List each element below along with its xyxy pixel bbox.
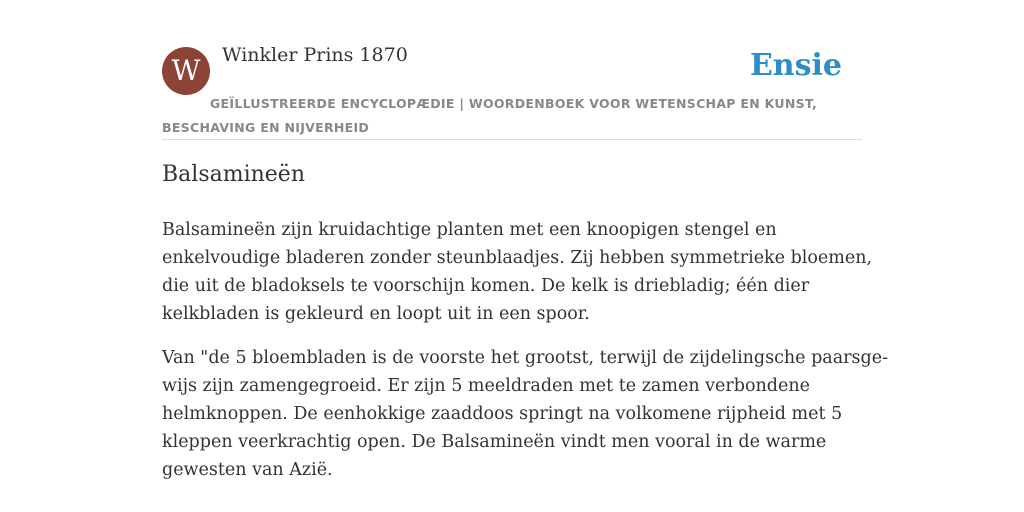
text-line: gewesten van Azië. [162,460,333,480]
text-line: Balsamineën zijn kruidachtige planten met een knoopigen stengel en [162,220,777,240]
text-line: die uit de bladoksels te voorschijn komen. De kelk is driebladig; één dier [162,276,810,296]
text-line: enkelvoudige bladeren zonder steunblaadjes. Zij hebben symmetrieke bloemen, [162,248,873,268]
header-divider [162,139,862,140]
article-body [162,216,888,500]
article-paragraph [162,344,888,484]
text-line: helmknoppen. De eenhokkige zaaddoos springt na volkomene rijpheid met 5 [162,404,843,424]
source-title[interactable]: Winkler Prins 1870 [222,44,408,66]
text-line: kleppen veerkrachtig open. De Balsamineën vindt men vooral in de warme [162,432,827,452]
ensie-logo[interactable]: Ensie [749,48,842,83]
text-line: Van "de 5 bloembladen is de voorste het grootst, terwijl de zijdelingsche paarsge- [162,348,888,368]
source-avatar[interactable]: W [162,47,210,95]
article-paragraph [162,216,873,328]
text-line: wijs zijn zamengegroeid. Er zijn 5 meeldraden met te zamen verbondene [162,376,810,396]
source-subtitle: GEÏLLUSTREERDE ENCYCLOPÆDIE | WOORDENBOEK VOOR WETENSCHAP EN KUNST, BESCHAVING EN NIJVERHEID [162,96,818,135]
text-line: kelkbladen is gekleurd en loopt uit in een spoor. [162,304,590,324]
article-title: Balsamineën [162,162,305,187]
